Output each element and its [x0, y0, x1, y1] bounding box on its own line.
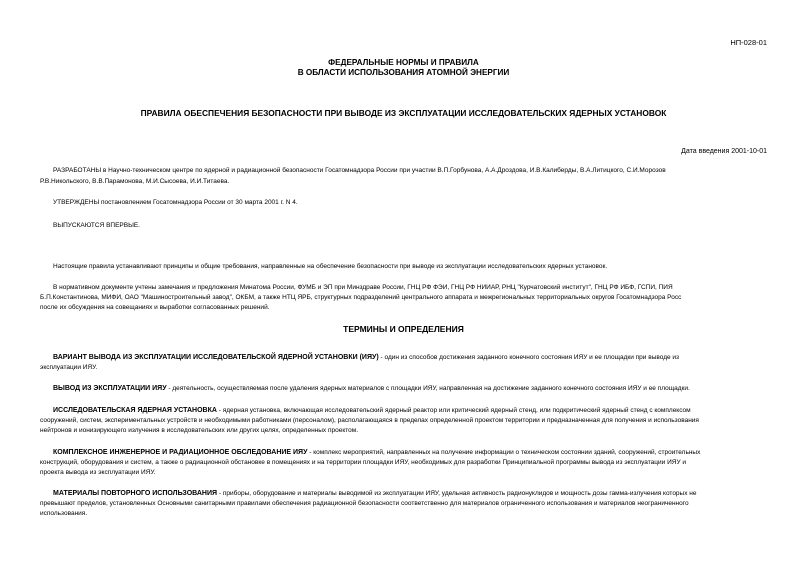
term-definition: - деятельность, осуществляемая после удаления ядерных материалов с площадки ИЯУ, направленная на достижение заданного конечного состояния ИЯУ и ее площадки. [168, 385, 690, 392]
term-name: ВАРИАНТ ВЫВОДА ИЗ ЭКСПЛУАТАЦИИ ИССЛЕДОВАТЕЛЬСКОЙ ЯДЕРНОЙ УСТАНОВКИ (ИЯУ) [53, 354, 379, 361]
header-line-1: ФЕДЕРАЛЬНЫЕ НОРМЫ И ПРАВИЛА [328, 58, 479, 67]
term-definition-continuation: конструкций, оборудования и систем, а также о радиационной обстановке в помещениях и на территории площадки ИЯУ, необходимых для разработки Принципиальной программы вывода из эксплуатации ИЯУ и [40, 459, 687, 466]
document-title: ПРАВИЛА ОБЕСПЕЧЕНИЯ БЕЗОПАСНОСТИ ПРИ ВЫВОДЕ ИЗ ЭКСПЛУАТАЦИИ ИССЛЕДОВАТЕЛЬСКИХ ЯДЕРНЫХ УСТАНОВОК [140, 108, 667, 118]
term-definition-line [53, 489, 696, 499]
document-code: НП-028-01 [730, 38, 767, 47]
developed-line-2: Р.В.Никольского, В.В.Парамонова, М.И.Сысоева, И.И.Титаева. [40, 178, 230, 185]
term-name: МАТЕРИАЛЫ ПОВТОРНОГО ИСПОЛЬЗОВАНИЯ [53, 490, 218, 497]
term-definition-continuation: проекта вывода из эксплуатации ИЯУ. [40, 469, 156, 476]
term-definition-line [53, 384, 690, 394]
considered-line-3: после их обсуждения на совещаниях и выработки согласованных решений. [40, 304, 270, 311]
term-definition-continuation: эксплуатации ИЯУ. [40, 364, 98, 371]
header-line-2: В ОБЛАСТИ ИСПОЛЬЗОВАНИЯ АТОМНОЙ ЭНЕРГИИ [297, 68, 510, 77]
date-of-introduction: Дата введения 2001-10-01 [681, 148, 767, 155]
term-definition-line [53, 406, 691, 416]
term-definition-continuation: превышают пределов, установленных Основными санитарными правилами обеспечения радиационной безопасности соответственно для материалов ограниченного использования и материалов неограниченного [40, 500, 689, 507]
term-definition-line [53, 448, 700, 458]
term-definition-continuation: сооружений, систем, экспериментальных устройств и необходимыми работниками (персоналом), располагающаяся в пределах определенной проектом территории и предназначенная для получения и использования [40, 417, 699, 424]
term-definition: - ядерная установка, включающая исследовательский ядерный реактор или критический ядерный стенд, или подкритический ядерный стенд с комплексом [218, 407, 691, 414]
term-name: ВЫВОД ИЗ ЭКСПЛУАТАЦИИ ИЯУ [53, 385, 167, 392]
term-definition-continuation: использования. [40, 510, 88, 517]
intro-paragraph: Настоящие правила устанавливают принципы и общие требования, направленные на обеспечение безопасности при выводе из эксплуатации исследовательских ядерных установок. [53, 263, 608, 270]
section-title: ТЕРМИНЫ И ОПРЕДЕЛЕНИЯ [343, 324, 464, 334]
term-definition-continuation: нейтронов и ионизирующего излучения в исследовательских или других целях, определенных проектом. [40, 427, 359, 434]
developed-line-1: РАЗРАБОТАНЫ в Научно-техническом центре по ядерной и радиационной безопасности Госатомнадзора России при участии В.П.Горбунова, А.А.Дроздова, И.В.Калиберды, В.А.Литицкого, С.И.Морозов [53, 167, 666, 174]
considered-line-2: Б.П.Константинова, МИФИ, ОАО "Машиностроительный завод", ОКБМ, а также НТЦ ЯРБ, структурных подразделений центрального аппарата и межрегиональных территориальных округов Госатомнадзора Росс [40, 294, 682, 301]
approved-text: УТВЕРЖДЕНЫ постановлением Госатомнадзора России от 30 марта 2001 г. N 4. [53, 199, 298, 206]
first-issue-text: ВЫПУСКАЮТСЯ ВПЕРВЫЕ. [53, 222, 140, 229]
term-name: ИССЛЕДОВАТЕЛЬСКАЯ ЯДЕРНАЯ УСТАНОВКА [53, 407, 217, 414]
term-definition: - один из способов достижения заданного конечного состояния ИЯУ и ее площадки при выводе из [380, 354, 680, 361]
term-definition: - комплекс мероприятий, направленных на получение информации о техническом состоянии зданий, сооружений, строительных [309, 449, 701, 456]
term-name: КОМПЛЕКСНОЕ ИНЖЕНЕРНОЕ И РАДИАЦИОННОЕ ОБСЛЕДОВАНИЕ ИЯУ [53, 449, 308, 456]
considered-line-1: В нормативном документе учтены замечания и предложения Минатома России, ФУМБ и ЭП при Минздраве России, ГНЦ РФ ФЭИ, ГНЦ РФ НИИАР, РНЦ "Курчатовский институт", ГНЦ РФ ИБФ, ГСПИ, ПИЯ [53, 284, 673, 291]
term-definition: - приборы, оборудование и материалы выводимой из эксплуатации ИЯУ, удельная активность радионуклидов и мощность дозы гамма-излучения которых не [218, 490, 697, 497]
term-definition-line [53, 353, 679, 363]
